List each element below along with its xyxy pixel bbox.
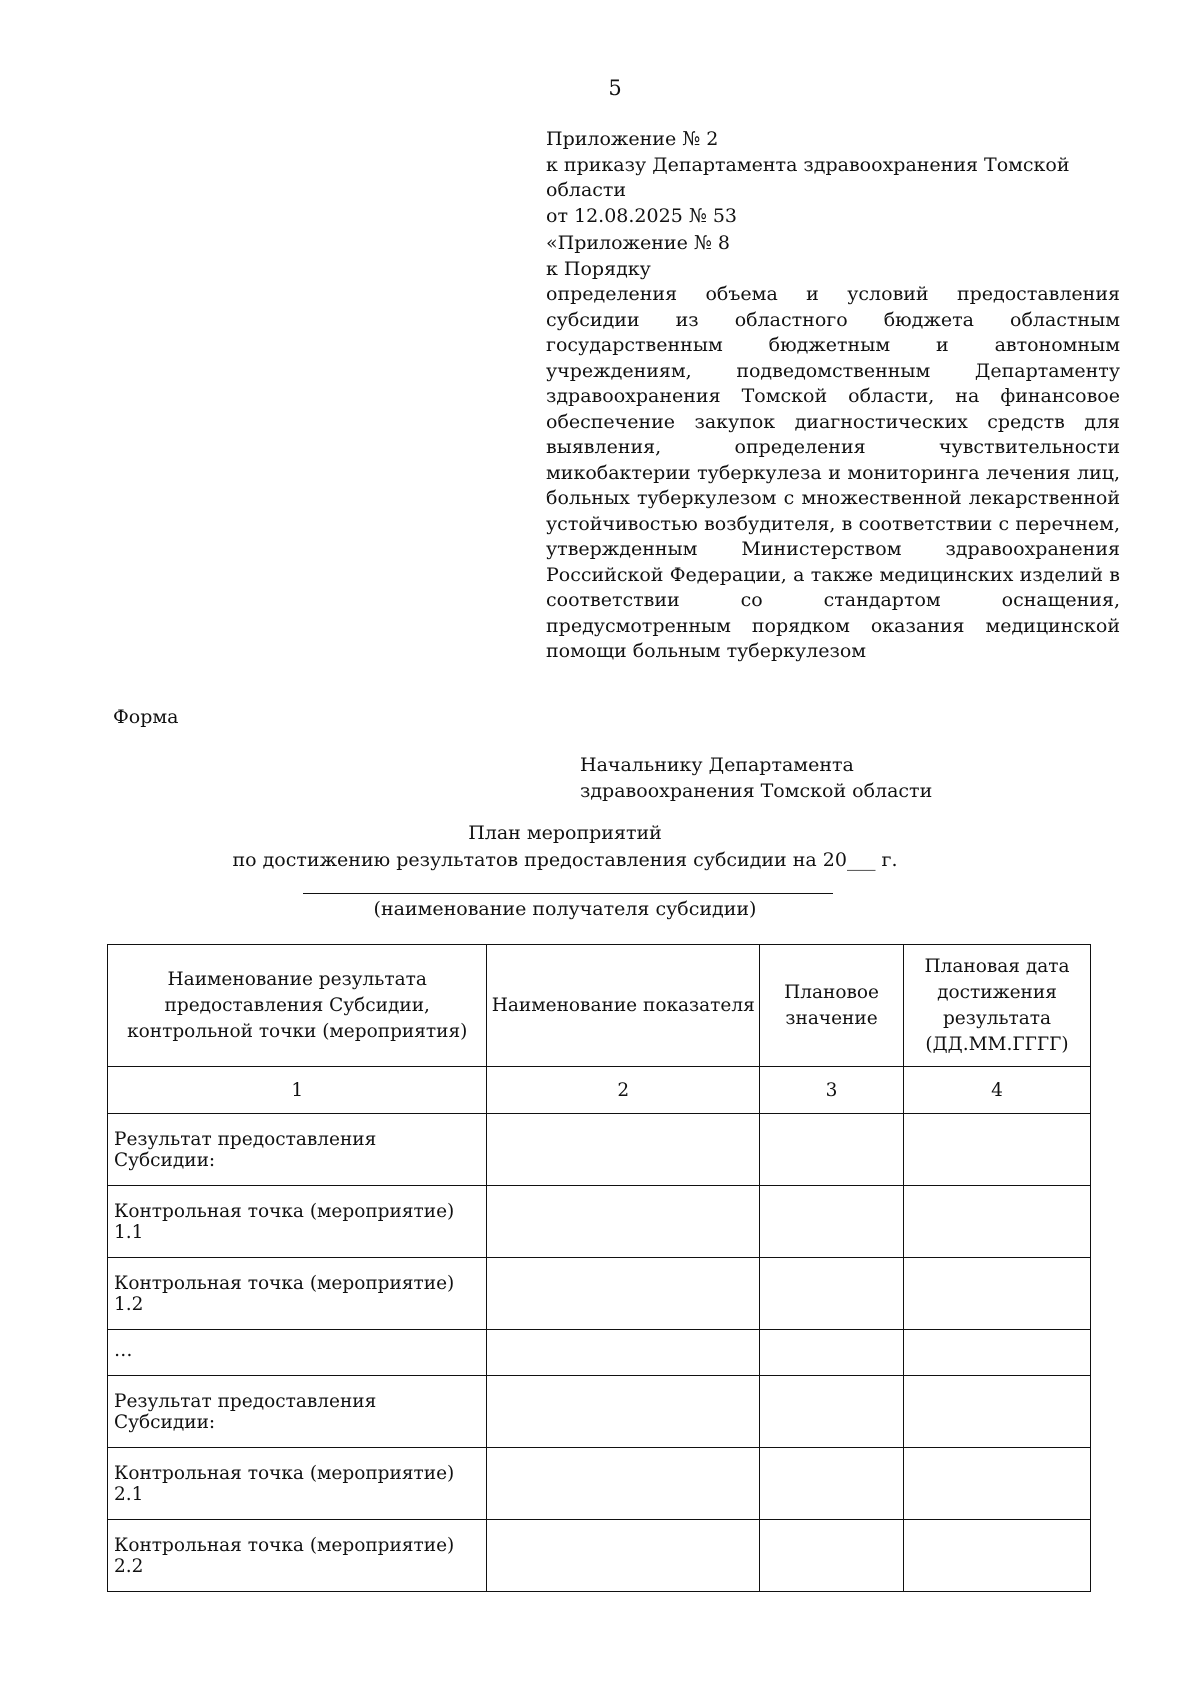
- addressee-line-1: Начальнику Департамента: [580, 754, 854, 776]
- row-label: Результат предоставления Субсидии:: [108, 1114, 487, 1186]
- table-row: [108, 1186, 1091, 1258]
- recipient-caption: (наименование получателя субсидии): [373, 898, 757, 920]
- table-row: [108, 1258, 1091, 1330]
- table-row: [108, 1448, 1091, 1520]
- planned-value-cell: [760, 1186, 904, 1258]
- header-planned-date: Плановая дата достижения результата (ДД.ММ.ГГГГ): [904, 945, 1091, 1067]
- table-row: [108, 1520, 1091, 1592]
- row-label: …: [108, 1330, 487, 1376]
- plan-title-line-1: План мероприятий: [468, 822, 662, 844]
- row-label: Контрольная точка (мероприятие) 1.1: [108, 1186, 487, 1258]
- indicator-cell: [487, 1114, 760, 1186]
- addressee-line-2: здравоохранения Томской области: [580, 780, 933, 802]
- indicator-cell: [487, 1186, 760, 1258]
- plan-table: [107, 944, 1091, 1592]
- column-number: 2: [487, 1067, 760, 1114]
- form-label: Форма: [113, 706, 179, 728]
- plan-title-line-2: по достижению результатов предоставления субсидии на 20___ г.: [232, 849, 898, 871]
- planned-date-cell: [904, 1448, 1091, 1520]
- planned-value-cell: [760, 1114, 904, 1186]
- indicator-cell: [487, 1376, 760, 1448]
- table-row: [108, 1114, 1091, 1186]
- header-result-name: Наименование результата предоставления Субсидии, контрольной точки (мероприятия): [108, 945, 487, 1067]
- table-row: [108, 1376, 1091, 1448]
- planned-date-cell: [904, 1520, 1091, 1592]
- header-indicator-name: Наименование показателя: [487, 945, 760, 1067]
- recipient-name-line: [303, 893, 833, 894]
- indicator-cell: [487, 1448, 760, 1520]
- page-number: 5: [608, 76, 622, 100]
- indicator-cell: [487, 1258, 760, 1330]
- appendix-2-header: [546, 127, 1120, 229]
- column-number-row: [108, 1067, 1091, 1114]
- plan-title: [110, 820, 1020, 874]
- appendix-2-title: Приложение № 2: [546, 128, 719, 150]
- column-number: 3: [760, 1067, 904, 1114]
- planned-value-cell: [760, 1330, 904, 1376]
- planned-date-cell: [904, 1114, 1091, 1186]
- row-label: Контрольная точка (мероприятие) 2.2: [108, 1520, 487, 1592]
- planned-value-cell: [760, 1376, 904, 1448]
- planned-value-cell: [760, 1520, 904, 1592]
- indicator-cell: [487, 1330, 760, 1376]
- appendix-8-title: «Приложение № 8: [546, 232, 730, 254]
- row-label: Контрольная точка (мероприятие) 2.1: [108, 1448, 487, 1520]
- addressee: [580, 752, 932, 804]
- planned-date-cell: [904, 1330, 1091, 1376]
- column-number: 4: [904, 1067, 1091, 1114]
- indicator-cell: [487, 1520, 760, 1592]
- planned-value-cell: [760, 1258, 904, 1330]
- appendix-8-procedure-ref: к Порядку: [546, 257, 651, 280]
- appendix-8-body: определения объема и условий предоставления субсидии из областного бюджета областным государственным бюджетным и автономным учреждениям, подведомственным Департаменту здравоохранения Томской области, на финансовое обеспечение закупок диагностических средств для выявления, определения чувствительности микобактерии туберкулеза и мониторинга лечения лиц, больных туберкулезом с множественной лекарственной устойчивостью возбудителя, в соответствии с перечнем, утвержденным Министерством здравоохранения Российской Федерации, а также медицинских изделий в соответствии со стандартом оснащения, предусмотренным порядком оказания медицинской помощи больным туберкулезом: [546, 283, 1120, 662]
- planned-date-cell: [904, 1186, 1091, 1258]
- planned-value-cell: [760, 1448, 904, 1520]
- table-header-row: [108, 945, 1091, 1067]
- column-number: 1: [108, 1067, 487, 1114]
- planned-date-cell: [904, 1376, 1091, 1448]
- header-planned-value: Плановое значение: [760, 945, 904, 1067]
- appendix-2-date: от 12.08.2025 № 53: [546, 204, 738, 227]
- appendix-2-order-ref: к приказу Департамента здравоохранения Томской области: [546, 153, 1070, 201]
- table-row: [108, 1330, 1091, 1376]
- appendix-8-header: [546, 231, 1120, 665]
- row-label: Контрольная точка (мероприятие) 1.2: [108, 1258, 487, 1330]
- planned-date-cell: [904, 1258, 1091, 1330]
- row-label: Результат предоставления Субсидии:: [108, 1376, 487, 1448]
